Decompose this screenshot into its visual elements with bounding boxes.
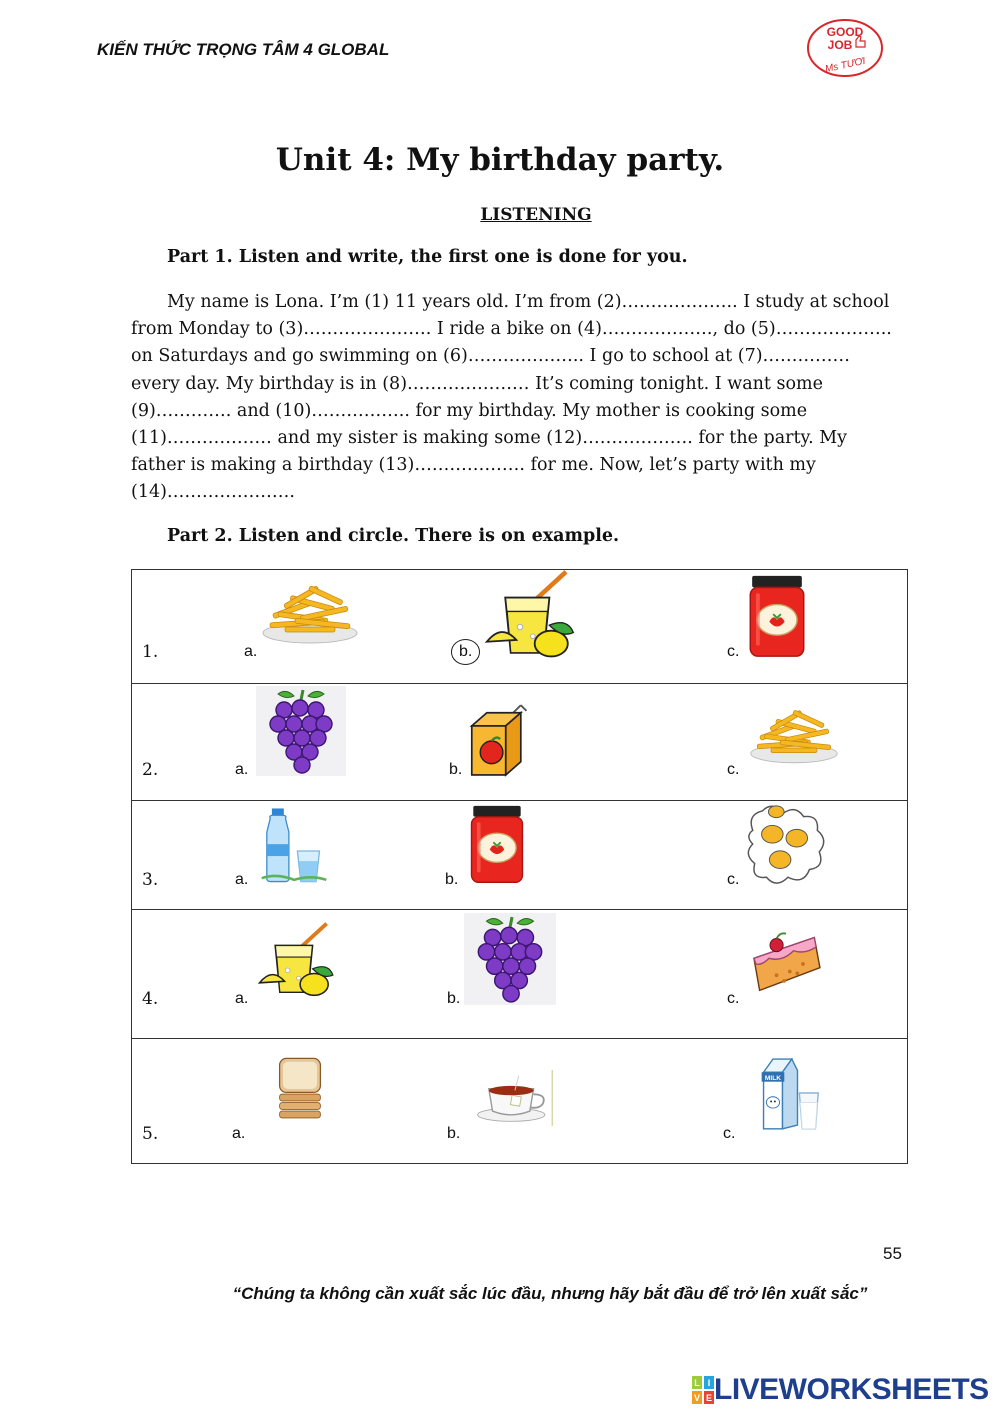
water-image (260, 805, 328, 885)
lemonade-image (482, 570, 580, 662)
row-number: 5. (142, 1124, 159, 1144)
option-a[interactable]: a. (235, 761, 249, 778)
logo-letter-i: I (707, 1378, 711, 1388)
option-c[interactable]: c. (727, 871, 740, 888)
option-b[interactable]: b. (447, 1125, 461, 1142)
option-b[interactable]: b. (445, 871, 459, 888)
logo-letter-l: L (694, 1378, 700, 1388)
option-a[interactable]: a. (235, 871, 249, 888)
option-b[interactable]: b. (451, 639, 480, 665)
option-b-circled[interactable] (459, 643, 480, 665)
stamp-line-1: GOOD (826, 25, 864, 39)
page-title: Unit 4: My birthday party. (275, 142, 725, 178)
table-row (132, 684, 908, 801)
bread-image (272, 1055, 328, 1123)
part1-passage (131, 289, 901, 507)
table-row (132, 801, 908, 910)
row-number: 2. (142, 760, 159, 780)
option-a[interactable]: a. (244, 643, 258, 660)
tea-image (472, 1057, 556, 1139)
french-fries-image (748, 706, 840, 768)
french-fries-image (260, 584, 360, 646)
section-subtitle: LISTENING (480, 205, 592, 225)
strawberry-jam-image (746, 574, 808, 660)
liveworksheets-logo[interactable] (692, 1372, 989, 1408)
option-c[interactable]: c. (727, 990, 740, 1007)
grapes-image (462, 913, 558, 1005)
milk-image (756, 1055, 822, 1131)
row-number: 1. (142, 642, 159, 662)
grapes-image (255, 686, 347, 776)
liveworksheets-icon (692, 1376, 714, 1404)
brand-name: LIVEWORKSHEETS (714, 1373, 989, 1406)
apple-juice-box-image (468, 702, 534, 780)
fried-eggs-image (742, 801, 832, 889)
page-number: 55 (883, 1244, 902, 1263)
cake-image (748, 930, 824, 996)
option-b[interactable]: b. (447, 990, 461, 1007)
footer-quote: “Chúng ta không cần xuất sắc lúc đầu, nhưng hãy bắt đầu để trở lên xuất sắc” (232, 1284, 868, 1303)
option-a[interactable]: a. (235, 990, 249, 1007)
option-c[interactable]: c. (727, 761, 740, 778)
logo-letter-e: E (705, 1393, 713, 1403)
option-c[interactable]: c. (727, 643, 740, 660)
option-a[interactable]: a. (232, 1125, 246, 1142)
table-row (132, 910, 908, 1039)
thumbs-up-icon (856, 36, 865, 47)
row-number: 3. (142, 870, 159, 890)
stamp-line-3: Ms TƯƠI (824, 55, 867, 76)
stamp-line-2: JOB (827, 38, 853, 52)
part2-heading: Part 2. Listen and circle. There is on example. (167, 526, 620, 546)
table-row (132, 1039, 908, 1164)
passage-text: My name is Lona. I’m (1) 11 years old. I’m from (2)……………….. I study at school from Monday to (3)…………………. I ride a bike on (4)………………., do (5)……………….. on Saturdays and go swimming on (6)……………….. I go to school at (7)…………… every day. My birthday is in (8)………………… It’s coming tonight. I want some (9)…………. and (10)…………….. for my birthday. My mother is cooking some (11)……………… and my sister is making some (12)………………. for the party. My father is making a birthday (13)………………. for me. Now, let’s party with my (14)…………………. (131, 292, 892, 503)
option-c[interactable]: c. (723, 1125, 736, 1142)
lemonade-image (258, 918, 336, 1004)
row-number: 4. (142, 989, 159, 1009)
good-job-stamp (806, 18, 884, 78)
strawberry-jam-image (466, 804, 528, 886)
part1-heading: Part 1. Listen and write, the first one is done for you. (167, 247, 688, 267)
logo-letter-v: V (693, 1393, 701, 1403)
page-header: KIẾN THỨC TRỌNG TÂM 4 GLOBAL (97, 40, 390, 59)
option-b[interactable]: b. (449, 761, 463, 778)
listening-table (131, 569, 908, 1164)
table-row (132, 570, 908, 684)
